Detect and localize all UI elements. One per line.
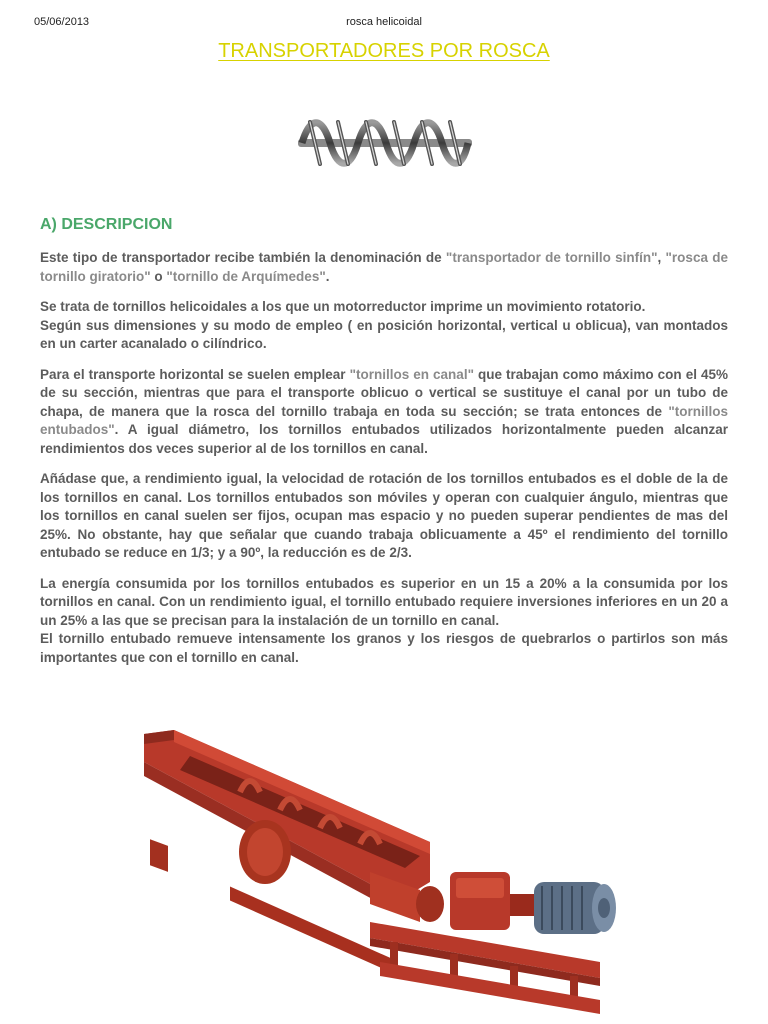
helical-screw-icon [296, 112, 474, 174]
section-heading: A) DESCRIPCION [40, 216, 173, 233]
page-title: TRANSPORTADORES POR ROSCA [218, 40, 550, 62]
paragraph-4: Añádase que, a rendimiento igual, la velocidad de rotación de los tornillos entubados es el doble de la de los tornillos en canal. Los tornillos entubados son móviles y operan con cualquier ángulo, mientras que los tornillos en canal suelen ser fijos, ocupan mas espacio y no pueden superar pendientes de mas del 25%. No obstante, hay que señalar que cuando trabaja oblicuamente a 45º el rendimiento del tornillo entubado se reduce en 1/3; y a 90º, la reducción es de 2/3. [40, 471, 728, 560]
paragraph-1: Este tipo de transportador recibe también la denominación de "transportador de tornillo sinfín", "rosca de tornillo giratorio" o "tornillo de Arquímedes". [40, 250, 728, 284]
paragraph-2: Se trata de tornillos helicoidales a los que un motorreductor imprime un movimiento rotatorio. Según sus dimensiones y su modo de empleo ( en posición horizontal, vertical u oblicua), van montados en un carter acanalado o cilíndrico. [40, 299, 728, 351]
screw-conveyor-photo [130, 722, 620, 1022]
body-text [40, 249, 728, 679]
paragraph-5: La energía consumida por los tornillos entubados es superior en un 15 a 20% a la consumida por los tornillos en canal. Con un rendimiento igual, el tornillo entubado requiere inversiones inferiores en un 20 a un 25% a las que se precisan para la instalación de un tornillo en canal. El tornillo entubado remueve intensamente los granos y los riesgos de quebrarlos o partirlos son más importantes que con el tornillo en canal. [40, 575, 728, 665]
paragraph-3: Para el transporte horizontal se suelen emplear "tornillos en canal" que trabajan como máximo con el 45% de su sección, mientras que para el transporte oblicuo o vertical se sustituye el canal por un tubo de chapa, de manera que la rosca del tornillo trabaja en toda su sección; se trata entonces de "tornillos entubados". A igual diámetro, los tornillos entubados utilizados horizontalmente pueden alcanzar rendimientos dos veces superior al de los tornillos en canal. [40, 366, 729, 456]
header-date: 05/06/2013 [34, 16, 90, 28]
header-doc-title: rosca helicoidal [346, 16, 422, 28]
